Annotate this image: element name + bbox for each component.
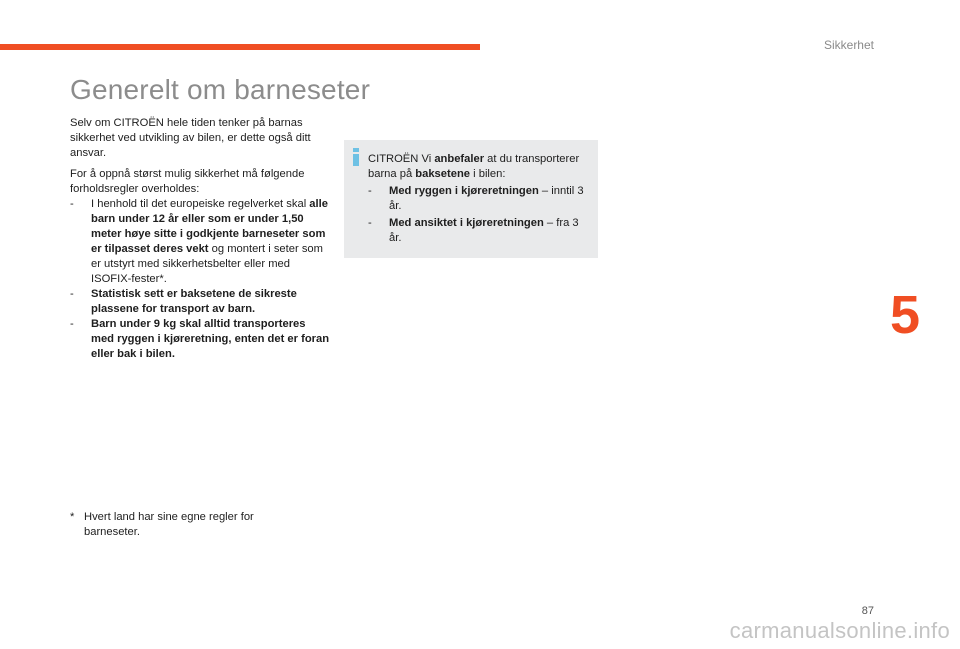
header-accent-bar <box>0 44 480 50</box>
footnote-text: Hvert land har sine egne regler for barneseter. <box>84 511 254 538</box>
watermark-link[interactable]: carmanualsonline.info <box>729 618 950 643</box>
page-title: Generelt om barneseter <box>70 74 371 105</box>
info-list <box>368 184 588 246</box>
info-box <box>344 140 598 258</box>
list-item <box>70 197 330 287</box>
list-item-text: I henhold til det europeiske regelverket skal <box>91 198 310 210</box>
list-item <box>70 287 330 317</box>
list-dash: - <box>70 198 74 210</box>
left-column <box>70 116 330 362</box>
list-item-bold: Med ryggen i kjøreretningen <box>389 185 539 197</box>
list-item-bold: Statistisk sett er baksetene de sikreste plassene for transport av barn. <box>91 288 297 315</box>
list-item-bold: Med ansiktet i kjøreretningen <box>389 217 544 229</box>
lead-paragraph: For å oppnå størst mulig sikkerhet må følgende forholdsregler overholdes: <box>70 168 305 195</box>
info-text: at du transporterer barna på <box>368 153 580 180</box>
precautions-list <box>70 197 330 362</box>
list-item <box>368 216 588 246</box>
list-item-bold: alle barn under 12 år eller som er under 1,50 meter høye sitte i godkjente barneseter som er tilpasset deres vekt <box>91 198 328 255</box>
footnote-marker: * <box>70 511 75 523</box>
info-bold: anbefaler <box>434 153 485 165</box>
list-dash: - <box>368 217 372 229</box>
list-item-text: – fra 3 år. <box>389 217 579 244</box>
list-dash: - <box>368 185 372 197</box>
intro-paragraph: Selv om CITROËN hele tiden tenker på barnas sikkerhet ved utvikling av bilen, er dette også ditt ansvar. <box>70 117 311 159</box>
list-item-text: – inntil 3 år. <box>389 185 584 212</box>
footnote <box>70 510 304 540</box>
info-box-intro <box>368 152 588 182</box>
list-item-bold: Barn under 9 kg skal alltid transporteres med ryggen i kjøreretning, enten det er foran eller bak i bilen. <box>91 318 330 360</box>
section-label: Sikkerhet <box>823 38 874 52</box>
list-item <box>368 184 588 214</box>
page-number: 87 <box>861 605 874 617</box>
chapter-number: 5 <box>890 285 921 345</box>
info-text: CITROËN Vi <box>368 153 435 165</box>
info-icon <box>353 148 359 166</box>
info-bold: baksetene <box>415 168 471 180</box>
list-dash: - <box>70 288 74 300</box>
list-item <box>70 317 330 362</box>
list-item-text: og montert i seter som er utstyrt med sikkerhetsbelter eller med ISOFIX-fester*. <box>91 243 323 285</box>
list-dash: - <box>70 318 74 330</box>
info-text: i bilen: <box>470 168 506 180</box>
